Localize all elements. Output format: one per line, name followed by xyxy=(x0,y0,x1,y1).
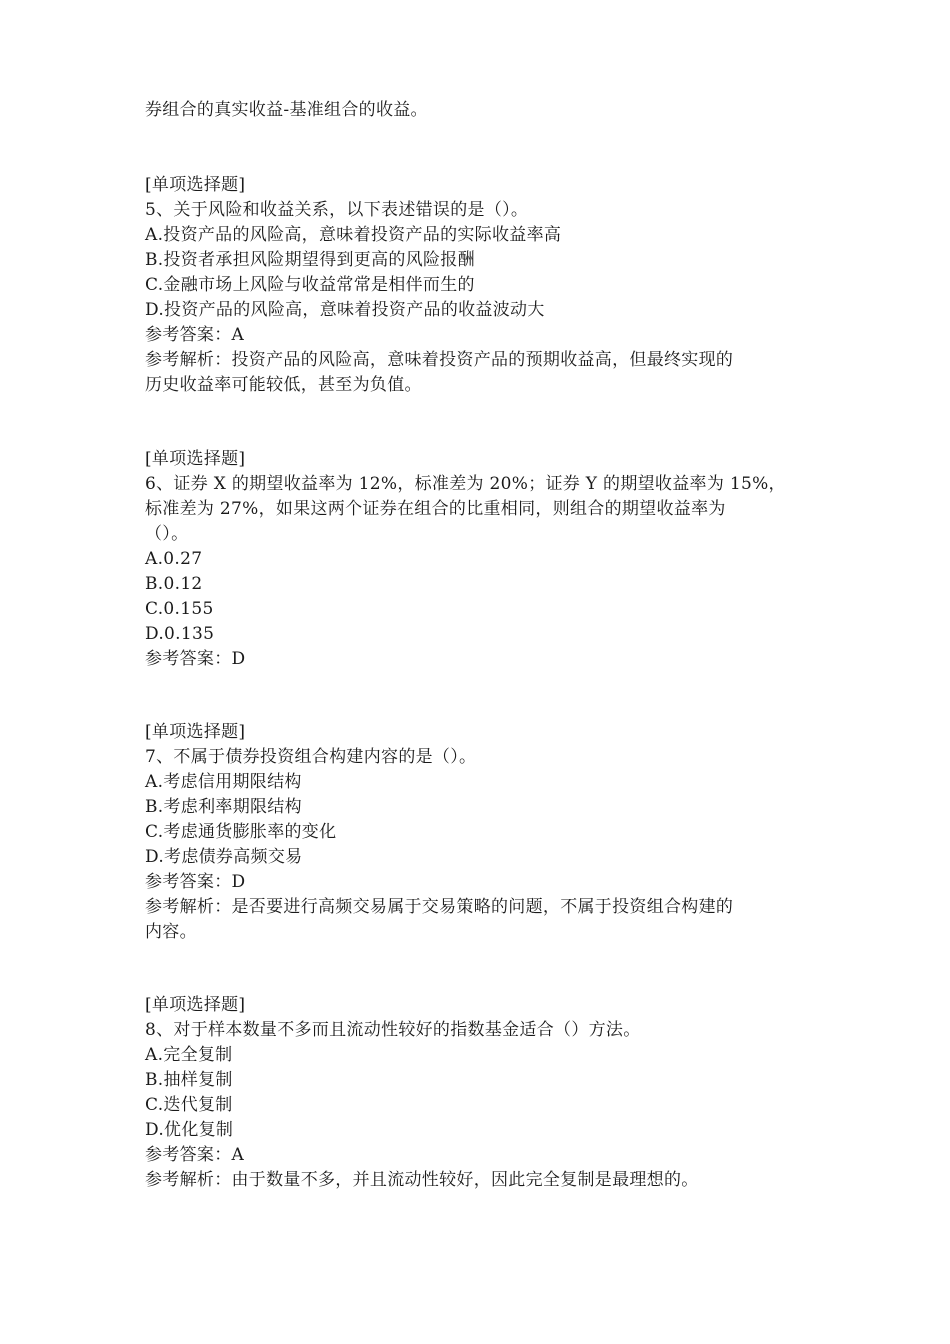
option-b: B.0.12 xyxy=(145,574,203,594)
question-type-label: [单项选择题] xyxy=(145,449,246,469)
reference-answer: 参考答案：A xyxy=(145,1145,245,1165)
question-type-label: [单项选择题] xyxy=(145,995,246,1015)
question-type-label: [单项选择题] xyxy=(145,175,246,195)
reference-answer: 参考答案：D xyxy=(145,649,246,669)
option-d: D.0.135 xyxy=(145,624,215,644)
option-a: A.投资产品的风险高，意味着投资产品的实际收益率高 xyxy=(145,225,562,245)
option-a: A.考虑信用期限结构 xyxy=(145,772,302,792)
question-type-label: [单项选择题] xyxy=(145,722,246,742)
option-a: A.0.27 xyxy=(145,549,203,569)
question-stem: 6、证券 X 的期望收益率为 12%，标准差为 20%；证券 Y 的期望收益率为 15%， xyxy=(145,474,786,494)
option-d: D.投资产品的风险高，意味着投资产品的收益波动大 xyxy=(145,300,545,320)
option-d: D.考虑债券高频交易 xyxy=(145,847,303,867)
option-c: C.0.155 xyxy=(145,599,214,619)
question-stem: 7、不属于债券投资组合构建内容的是（）。 xyxy=(145,747,477,767)
option-b: B.投资者承担风险期望得到更高的风险报酬 xyxy=(145,250,475,270)
option-b: B.抽样复制 xyxy=(145,1070,233,1090)
reference-analysis: 内容。 xyxy=(145,922,197,942)
option-a: A.完全复制 xyxy=(145,1045,233,1065)
continuation-text: 券组合的真实收益-基准组合的收益。 xyxy=(145,100,428,120)
question-stem: （）。 xyxy=(145,524,189,544)
reference-analysis: 参考解析：投资产品的风险高，意味着投资产品的预期收益高，但最终实现的 xyxy=(145,350,734,370)
option-d: D.优化复制 xyxy=(145,1120,234,1140)
reference-analysis: 参考解析：是否要进行高频交易属于交易策略的问题，不属于投资组合构建的 xyxy=(145,897,734,917)
option-c: C.考虑通货膨胀率的变化 xyxy=(145,822,337,842)
question-stem: 8、对于样本数量不多而且流动性较好的指数基金适合（）方法。 xyxy=(145,1020,641,1040)
reference-analysis: 参考解析：由于数量不多，并且流动性较好，因此完全复制是最理想的。 xyxy=(145,1170,699,1190)
option-b: B.考虑利率期限结构 xyxy=(145,797,302,817)
reference-analysis: 历史收益率可能较低，甚至为负值。 xyxy=(145,375,422,395)
reference-answer: 参考答案：D xyxy=(145,872,246,892)
reference-answer: 参考答案：A xyxy=(145,325,245,345)
question-stem: 标准差为 27%，如果这两个证券在组合的比重相同，则组合的期望收益率为 xyxy=(145,499,726,519)
option-c: C.迭代复制 xyxy=(145,1095,233,1115)
question-stem: 5、关于风险和收益关系，以下表述错误的是（）。 xyxy=(145,200,529,220)
option-c: C.金融市场上风险与收益常常是相伴而生的 xyxy=(145,275,475,295)
